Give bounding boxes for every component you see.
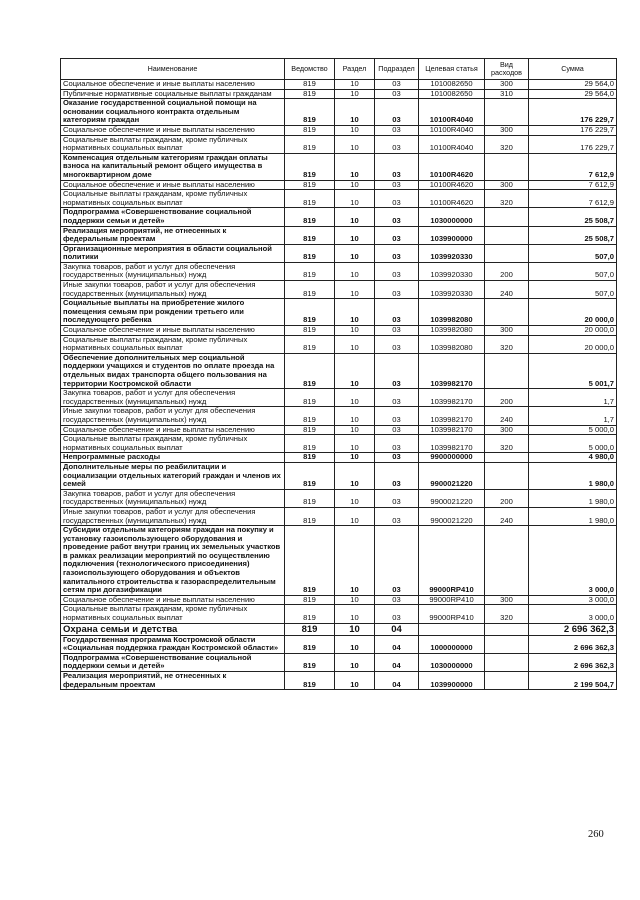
table-row: [61, 425, 617, 435]
row-name: Закупка товаров, работ и услуг для обеспечения государственных (муниципальных) нужд: [61, 489, 285, 507]
row-dept: 819: [285, 89, 335, 99]
row-kind: [485, 635, 529, 653]
row-dept: 819: [285, 453, 335, 463]
row-subsection: 04: [375, 653, 419, 671]
row-section: 10: [335, 326, 375, 336]
table-row: [61, 125, 617, 135]
row-sum: 20 000,0: [529, 299, 617, 326]
row-section: 10: [335, 635, 375, 653]
row-dept: 819: [285, 389, 335, 407]
header-section: Раздел: [335, 59, 375, 80]
row-section: 10: [335, 190, 375, 208]
table-row: [61, 153, 617, 180]
header-subsection: Подраздел: [375, 59, 419, 80]
row-dept: 819: [285, 507, 335, 525]
row-sum: 1,7: [529, 407, 617, 425]
table-row: [61, 281, 617, 299]
row-dept: 819: [285, 435, 335, 453]
table-row: [61, 262, 617, 280]
row-section: 10: [335, 89, 375, 99]
row-name: Социальное обеспечение и иные выплаты населению: [61, 425, 285, 435]
row-sum: 29 564,0: [529, 80, 617, 90]
row-target: 1039900000: [419, 672, 485, 690]
row-sum: 20 000,0: [529, 335, 617, 353]
row-section: 10: [335, 153, 375, 180]
row-sum: 1 980,0: [529, 507, 617, 525]
table-row: [61, 605, 617, 623]
row-section: 10: [335, 180, 375, 190]
row-sum: 7 612,9: [529, 190, 617, 208]
row-subsection: 03: [375, 489, 419, 507]
table-row: [61, 389, 617, 407]
row-target: 10100R4040: [419, 99, 485, 126]
row-target: 1039982170: [419, 435, 485, 453]
row-sum: 20 000,0: [529, 326, 617, 336]
row-kind: 320: [485, 190, 529, 208]
row-sum: 176 229,7: [529, 125, 617, 135]
row-dept: 819: [285, 353, 335, 388]
row-subsection: 03: [375, 99, 419, 126]
row-name: Оказание государственной социальной помощи на основании социального контракта отдельным категориям граждан: [61, 99, 285, 126]
row-sum: 3 000,0: [529, 526, 617, 596]
row-section: 10: [335, 526, 375, 596]
row-target: 1039982170: [419, 353, 485, 388]
row-subsection: 03: [375, 153, 419, 180]
row-section: 10: [335, 299, 375, 326]
row-target: 1039982170: [419, 407, 485, 425]
row-kind: 240: [485, 281, 529, 299]
page-number: 260: [588, 829, 604, 840]
row-section: 10: [335, 462, 375, 489]
row-section: 10: [335, 244, 375, 262]
row-sum: 5 001,7: [529, 353, 617, 388]
row-name: Социальные выплаты гражданам, кроме публичных нормативных социальных выплат: [61, 135, 285, 153]
row-kind: 300: [485, 326, 529, 336]
row-dept: 819: [285, 425, 335, 435]
row-section: 10: [335, 489, 375, 507]
row-dept: 819: [285, 99, 335, 126]
row-target: 99000RP410: [419, 526, 485, 596]
row-sum: 2 696 362,3: [529, 623, 617, 635]
row-section: 10: [335, 99, 375, 126]
row-kind: 310: [485, 89, 529, 99]
row-target: 1039920330: [419, 244, 485, 262]
row-sum: 3 000,0: [529, 595, 617, 605]
row-kind: [485, 526, 529, 596]
row-subsection: 04: [375, 623, 419, 635]
row-subsection: 03: [375, 281, 419, 299]
row-subsection: 03: [375, 507, 419, 525]
row-subsection: 03: [375, 208, 419, 226]
header-name: Наименование: [61, 59, 285, 80]
row-subsection: 03: [375, 605, 419, 623]
row-name: Социальные выплаты на приобретение жилого помещения семьям при рождении третьего или последующего ребенка: [61, 299, 285, 326]
row-subsection: 04: [375, 672, 419, 690]
row-section: 10: [335, 623, 375, 635]
table-row: [61, 462, 617, 489]
row-kind: 240: [485, 407, 529, 425]
row-subsection: 03: [375, 462, 419, 489]
row-subsection: 03: [375, 353, 419, 388]
row-subsection: 04: [375, 635, 419, 653]
row-subsection: 03: [375, 425, 419, 435]
table-row: [61, 135, 617, 153]
table-row: [61, 208, 617, 226]
row-subsection: 03: [375, 326, 419, 336]
row-dept: 819: [285, 262, 335, 280]
row-subsection: 03: [375, 244, 419, 262]
row-target: 1030000000: [419, 653, 485, 671]
row-target: [419, 623, 485, 635]
row-name: Иные закупки товаров, работ и услуг для обеспечения государственных (муниципальных) нужд: [61, 407, 285, 425]
row-subsection: 03: [375, 226, 419, 244]
row-sum: 176 229,7: [529, 135, 617, 153]
row-target: 9900021220: [419, 462, 485, 489]
row-name: Социальные выплаты гражданам, кроме публичных нормативных социальных выплат: [61, 190, 285, 208]
row-subsection: 03: [375, 407, 419, 425]
table-row: [61, 244, 617, 262]
row-name: Обеспечение дополнительных мер социальной поддержки учащихся и студентов по оплате проезда на отдельных видах транспорта общего пользования на территории Костромской области: [61, 353, 285, 388]
row-dept: 819: [285, 153, 335, 180]
row-target: 1039982080: [419, 326, 485, 336]
row-name: Социальное обеспечение и иные выплаты населению: [61, 595, 285, 605]
row-name: Закупка товаров, работ и услуг для обеспечения государственных (муниципальных) нужд: [61, 389, 285, 407]
row-dept: 819: [285, 462, 335, 489]
row-section: 10: [335, 208, 375, 226]
row-target: 99000RP410: [419, 595, 485, 605]
table-row: [61, 526, 617, 596]
row-kind: [485, 244, 529, 262]
row-target: 1039920330: [419, 262, 485, 280]
row-target: 1010082650: [419, 80, 485, 90]
row-sum: 25 508,7: [529, 208, 617, 226]
row-kind: 320: [485, 135, 529, 153]
row-sum: 5 000,0: [529, 435, 617, 453]
row-dept: 819: [285, 226, 335, 244]
row-name: Социальное обеспечение и иные выплаты населению: [61, 125, 285, 135]
row-kind: [485, 453, 529, 463]
row-dept: 819: [285, 623, 335, 635]
row-section: 10: [335, 125, 375, 135]
row-kind: [485, 299, 529, 326]
header-sum: Сумма: [529, 59, 617, 80]
row-target: 10100R4620: [419, 153, 485, 180]
row-dept: 819: [285, 605, 335, 623]
row-sum: 507,0: [529, 262, 617, 280]
row-name: Иные закупки товаров, работ и услуг для обеспечения государственных (муниципальных) нужд: [61, 507, 285, 525]
row-kind: [485, 99, 529, 126]
row-subsection: 03: [375, 180, 419, 190]
row-kind: 320: [485, 605, 529, 623]
table-row: [61, 353, 617, 388]
row-kind: 240: [485, 507, 529, 525]
row-name: Субсидии отдельным категориям граждан на покупку и установку газоиспользующего оборудования и проведение работ внутри границ их земельных участков в рамках реализации мероприятий по осуществлению подключения (технологического присоединения) газоиспользующего оборудования и объектов капитального строительства к газораспределительным сетям при догазификации: [61, 526, 285, 596]
row-subsection: 03: [375, 135, 419, 153]
row-sum: 7 612,9: [529, 153, 617, 180]
row-name: Организационные мероприятия в области социальной политики: [61, 244, 285, 262]
row-section: 10: [335, 672, 375, 690]
table-row: [61, 335, 617, 353]
row-name: Подпрограмма «Совершенствование социальной поддержки семьи и детей»: [61, 208, 285, 226]
row-target: 10100R4620: [419, 180, 485, 190]
row-subsection: 03: [375, 526, 419, 596]
row-dept: 819: [285, 489, 335, 507]
row-dept: 819: [285, 672, 335, 690]
row-section: 10: [335, 653, 375, 671]
row-name: Закупка товаров, работ и услуг для обеспечения государственных (муниципальных) нужд: [61, 262, 285, 280]
row-section: 10: [335, 605, 375, 623]
row-dept: 819: [285, 281, 335, 299]
row-dept: 819: [285, 125, 335, 135]
table-row: [61, 623, 617, 635]
row-name: Социальные выплаты гражданам, кроме публичных нормативных социальных выплат: [61, 435, 285, 453]
table-row: [61, 653, 617, 671]
row-dept: 819: [285, 335, 335, 353]
row-name: Реализация мероприятий, не отнесенных к федеральным проектам: [61, 226, 285, 244]
row-sum: 3 000,0: [529, 605, 617, 623]
row-kind: [485, 353, 529, 388]
row-kind: [485, 226, 529, 244]
table-row: [61, 595, 617, 605]
row-section: 10: [335, 507, 375, 525]
table-row: [61, 190, 617, 208]
row-sum: 2 696 362,3: [529, 653, 617, 671]
table-row: [61, 435, 617, 453]
row-sum: 1 980,0: [529, 489, 617, 507]
row-subsection: 03: [375, 262, 419, 280]
row-dept: 819: [285, 595, 335, 605]
row-kind: 300: [485, 425, 529, 435]
row-section: 10: [335, 281, 375, 299]
row-target: 10100R4620: [419, 190, 485, 208]
row-section: 10: [335, 135, 375, 153]
row-kind: 300: [485, 595, 529, 605]
row-target: 1039982080: [419, 335, 485, 353]
row-sum: 1 980,0: [529, 462, 617, 489]
row-dept: 819: [285, 135, 335, 153]
row-kind: 320: [485, 435, 529, 453]
row-section: 10: [335, 407, 375, 425]
row-subsection: 03: [375, 435, 419, 453]
header-dept: Ведомство: [285, 59, 335, 80]
row-dept: 819: [285, 180, 335, 190]
row-kind: 320: [485, 335, 529, 353]
row-target: 1039900000: [419, 226, 485, 244]
row-section: 10: [335, 425, 375, 435]
row-target: 9900021220: [419, 507, 485, 525]
row-kind: 200: [485, 489, 529, 507]
row-dept: 819: [285, 526, 335, 596]
row-target: 1030000000: [419, 208, 485, 226]
row-target: 1039982170: [419, 389, 485, 407]
table-row: [61, 453, 617, 463]
row-target: 1010082650: [419, 89, 485, 99]
row-dept: 819: [285, 326, 335, 336]
row-target: 1039982080: [419, 299, 485, 326]
row-target: 9900021220: [419, 489, 485, 507]
row-name: Охрана семьи и детства: [61, 623, 285, 635]
table-row: [61, 226, 617, 244]
row-section: 10: [335, 335, 375, 353]
row-dept: 819: [285, 299, 335, 326]
row-kind: [485, 653, 529, 671]
row-name: Социальные выплаты гражданам, кроме публичных нормативных социальных выплат: [61, 605, 285, 623]
table-row: [61, 180, 617, 190]
table-row: [61, 89, 617, 99]
row-dept: 819: [285, 244, 335, 262]
row-sum: 2 199 504,7: [529, 672, 617, 690]
table-row: [61, 507, 617, 525]
header-kind: Вид расходов: [485, 59, 529, 80]
table-row: [61, 489, 617, 507]
row-target: 1039982170: [419, 425, 485, 435]
row-name: Государственная программа Костромской области «Социальная поддержка граждан Костромской области»: [61, 635, 285, 653]
row-target: 9900000000: [419, 453, 485, 463]
row-sum: 176 229,7: [529, 99, 617, 126]
row-name: Непрограммные расходы: [61, 453, 285, 463]
header-target: Целевая статья: [419, 59, 485, 80]
row-kind: [485, 208, 529, 226]
row-kind: 300: [485, 180, 529, 190]
row-name: Иные закупки товаров, работ и услуг для обеспечения государственных (муниципальных) нужд: [61, 281, 285, 299]
table-row: [61, 99, 617, 126]
row-kind: 300: [485, 80, 529, 90]
row-kind: 200: [485, 389, 529, 407]
row-subsection: 03: [375, 299, 419, 326]
row-kind: [485, 462, 529, 489]
row-name: Социальные выплаты гражданам, кроме публичных нормативных социальных выплат: [61, 335, 285, 353]
table-row: [61, 326, 617, 336]
row-name: Компенсация отдельным категориям граждан оплаты взноса на капитальный ремонт общего имущества в многоквартирном доме: [61, 153, 285, 180]
row-section: 10: [335, 453, 375, 463]
row-kind: 200: [485, 262, 529, 280]
row-section: 10: [335, 435, 375, 453]
row-name: Реализация мероприятий, не отнесенных к федеральным проектам: [61, 672, 285, 690]
row-target: 10100R4040: [419, 135, 485, 153]
row-dept: 819: [285, 80, 335, 90]
row-subsection: 03: [375, 125, 419, 135]
table-header-row: [61, 59, 617, 80]
row-name: Дополнительные меры по реабилитации и социализации отдельных категорий граждан и членов их семей: [61, 462, 285, 489]
row-sum: 5 000,0: [529, 425, 617, 435]
row-subsection: 03: [375, 335, 419, 353]
row-dept: 819: [285, 190, 335, 208]
row-sum: 25 508,7: [529, 226, 617, 244]
row-target: 99000RP410: [419, 605, 485, 623]
row-name: Социальное обеспечение и иные выплаты населению: [61, 80, 285, 90]
row-dept: 819: [285, 208, 335, 226]
row-kind: [485, 623, 529, 635]
row-section: 10: [335, 353, 375, 388]
row-name: Подпрограмма «Совершенствование социальной поддержки семьи и детей»: [61, 653, 285, 671]
row-subsection: 03: [375, 80, 419, 90]
row-target: 1039920330: [419, 281, 485, 299]
row-section: 10: [335, 389, 375, 407]
row-subsection: 03: [375, 453, 419, 463]
row-section: 10: [335, 226, 375, 244]
row-dept: 819: [285, 635, 335, 653]
table-row: [61, 80, 617, 90]
row-target: 1000000000: [419, 635, 485, 653]
budget-table: [60, 58, 617, 690]
table-row: [61, 635, 617, 653]
row-sum: 1,7: [529, 389, 617, 407]
row-sum: 507,0: [529, 244, 617, 262]
row-subsection: 03: [375, 89, 419, 99]
row-name: Публичные нормативные социальные выплаты гражданам: [61, 89, 285, 99]
row-sum: 29 564,0: [529, 89, 617, 99]
row-kind: [485, 672, 529, 690]
row-dept: 819: [285, 653, 335, 671]
table-row: [61, 672, 617, 690]
table-row: [61, 299, 617, 326]
row-kind: 300: [485, 125, 529, 135]
row-subsection: 03: [375, 389, 419, 407]
row-subsection: 03: [375, 595, 419, 605]
row-kind: [485, 153, 529, 180]
row-subsection: 03: [375, 190, 419, 208]
row-sum: 507,0: [529, 281, 617, 299]
row-name: Социальное обеспечение и иные выплаты населению: [61, 180, 285, 190]
row-section: 10: [335, 595, 375, 605]
row-section: 10: [335, 262, 375, 280]
table-row: [61, 407, 617, 425]
row-sum: 2 696 362,3: [529, 635, 617, 653]
row-section: 10: [335, 80, 375, 90]
row-sum: 4 980,0: [529, 453, 617, 463]
row-sum: 7 612,9: [529, 180, 617, 190]
row-name: Социальное обеспечение и иные выплаты населению: [61, 326, 285, 336]
row-target: 10100R4040: [419, 125, 485, 135]
row-dept: 819: [285, 407, 335, 425]
